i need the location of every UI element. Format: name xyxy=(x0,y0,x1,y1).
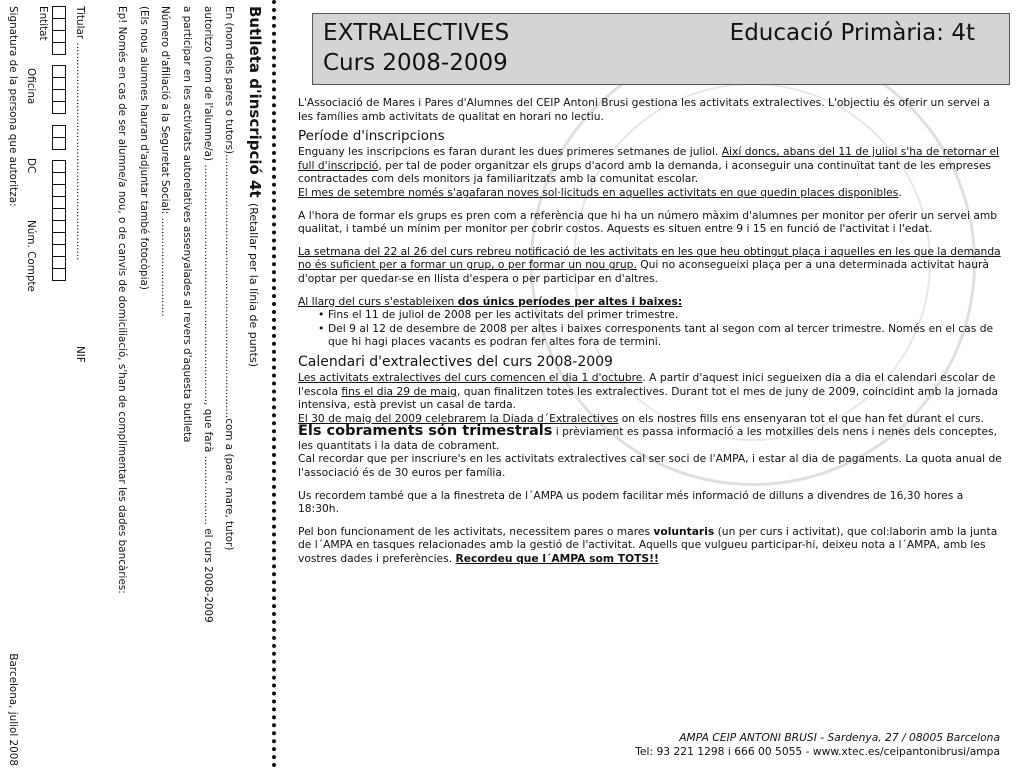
student-name-line: autoritzo (nom de l'alumne/a) ........................................................................, que farà ..................... el curs 2008-2009 xyxy=(202,6,214,623)
periods-paragraph xyxy=(298,295,1004,309)
volunteers-text: voluntaris xyxy=(653,524,715,538)
entitat-label: Entitat xyxy=(37,6,49,41)
footer-address: AMPA CEIP ANTONI BRUSI - Sardenya, 27 / 08005 Barcelona xyxy=(679,731,1000,744)
dc-label: DC xyxy=(25,158,37,174)
group-size-paragraph: A l'hora de formar els grups es pren com a referència que hi ha un número màxim d'alumnes per monitor per oferir un servei amb qualitat, i també un mínim per monitor per cobrir costos. Aquests es situen entre 9 i 15 en funció de l'activitat i l'edat. xyxy=(298,208,998,236)
footer-contact xyxy=(635,731,1000,759)
periods-text: dos únics períodes per altes i baixes: xyxy=(457,294,683,308)
coupon-title: Butlleta d'inscripció 4t (Retallar per la línia de punts) xyxy=(246,6,264,367)
periods-list xyxy=(298,308,1004,349)
bank-labels-row xyxy=(35,6,50,41)
notification-paragraph xyxy=(298,245,1004,286)
calendar-paragraph xyxy=(298,371,1004,425)
bank-data-note: Ep! Només en cas de ser alumne/a nou, o de canvis de domiciliació, s'han de complimentar les dades bancàries: xyxy=(116,6,128,594)
registration-period-heading: Període d'inscripcions xyxy=(298,128,445,145)
list-item: • Del 9 al 12 de desembre de 2008 per altes i baixes corresponents tant al segon com al tercer trimestre. Només en el cas de que hi hagi places vacants es podran fer altes fora de termini. xyxy=(318,322,1004,349)
titular-box-2[interactable] xyxy=(47,65,66,113)
signature-label: Signatura de la persona que autoritza: xyxy=(7,6,19,207)
social-security-line: Número d'afiliació a la Seguretat Social: .............................. xyxy=(159,6,171,317)
education-level: Educació Primària: 4t xyxy=(729,20,975,46)
parent-name-line: En (nom dels pares o tutors)................................................................................com a (pare, mare, tutor) xyxy=(223,6,235,551)
text-span: . xyxy=(898,185,902,199)
photocopy-note: (Els nous alumnes hauran d'adjuntar també fotocòpia) xyxy=(138,6,150,290)
titular-box-3[interactable] xyxy=(47,125,66,149)
authorization-line: a participar en les activitats autorelatives assenyalades al revers d'aquesta butlleta xyxy=(181,6,193,443)
titular-dots: .................................................................. xyxy=(74,42,86,261)
september-note: El mes de setembre només s'agafaran noves sol·licituds en aquelles activitats en que quedin places disponibles xyxy=(298,185,899,199)
text-span: Enguany les inscripcions es faran durant les dues primeres setmanes de juliol. xyxy=(298,145,722,159)
registration-paragraph xyxy=(298,145,1004,199)
office-hours-paragraph: Us recordem també que a la finestreta de l´AMPA us podem facilitar més informació de dilluns a divendres de 16,30 hores a 18:30h. xyxy=(298,488,964,516)
titular-row xyxy=(72,6,87,260)
membership-text: Cal recordar que per inscriure's en les activitats extralectives cal ser soci de l'AMPA, i estar al dia de pagaments. La quota anual de l'associació és de 30 euros per família. xyxy=(298,452,1002,480)
page-title: EXTRALECTIVES xyxy=(323,20,510,46)
compte-label: Núm. Compte xyxy=(25,220,37,292)
text-span: , per tal de poder organitzar els grups d'acord amb la demanda, i aconseguir una continuïtat tant de les empreses contractades com dels monitors ja familiaritzats amb la comunitat escolar. xyxy=(298,158,991,186)
coupon-date: Barcelona, juliol 2008 xyxy=(7,653,19,766)
text-span: (un per curs i activitat), que col:laborin amb la junta de l´AMPA en tasques relacionades amb la gestió de l'activitat. Aquells que vulgueu participar-hi, deixeu nota a l´AMPA, amb les vostres dades i preferències. xyxy=(298,524,998,566)
titular-label: Titular xyxy=(74,6,86,40)
list-item: • Fins el 11 de juliol de 2008 per les activitats del primer trimestre. xyxy=(318,308,1004,322)
text-span: Pel bon funcionament de les activitats, necessitem pares o mares xyxy=(298,524,654,538)
titular-boxes xyxy=(47,6,66,280)
deadline-text: Així doncs, abans del 11 de juliol s'ha de retornar el full d'inscripció xyxy=(298,145,1000,172)
info-content xyxy=(298,96,1004,566)
text-span: Al llarg del curs s'estableixen xyxy=(298,294,458,308)
text-span: Qui no aconsegueixi plaça per a una determinada activitat haurà d'optar per quedar-se en llista d'espera o per participar en d'altres. xyxy=(298,258,989,285)
cut-line-divider xyxy=(272,0,276,768)
notification-text: La setmana del 22 al 26 del curs rebreu notificació de les activitats en les que heu obtingut plaça i aquelles en les que la demanda no és suficient per a formar un grup, o per formar un nou grup. xyxy=(298,244,1001,272)
text-span: . A partir d'aquest inici segueixen dia a dia el calendari escolar de l'escola xyxy=(298,370,996,398)
calendar-heading: Calendari d'extralectives del curs 2008-2009 xyxy=(298,353,613,370)
start-date-text: Les activitats extralectives del curs comencen el dia 1 d'octubre xyxy=(298,370,643,384)
diada-text: El 30 de maig del 2009 celebrarem la Diada d´Extralectives xyxy=(298,411,619,425)
text-span: , quan finalitzen totes les extralectives. Durant tot el mes de juny de 2009, coincidint amb la jornada intensiva, està previst un casal de tarda. xyxy=(298,384,999,412)
text-span: i prèviament es passa informació a les motxilles dels nens i nenes dels conceptes, les quantitats i la data de cobrament. xyxy=(298,425,998,452)
text-span: on els nostres fills ens ensenyaran tot el que han fet durant el curs. xyxy=(618,411,984,425)
header-banner xyxy=(312,13,1010,85)
footer-phone-web: Tel: 93 221 1298 i 666 00 5055 - www.xtec.es/ceipantonibrusi/ampa xyxy=(635,745,1000,758)
inscription-coupon xyxy=(0,0,272,768)
volunteers-paragraph xyxy=(298,525,1004,566)
nif-label: NIF xyxy=(74,346,86,363)
titular-box-4[interactable] xyxy=(47,160,66,280)
payments-heading: Els cobraments són trimestrals xyxy=(298,423,553,440)
coupon-title-note: (Retallar per la línia de punts) xyxy=(247,202,260,367)
end-date-text: fins el dia 29 de maig xyxy=(341,384,457,398)
oficina-label: Oficina xyxy=(25,68,37,105)
slogan-text: Recordeu que l´AMPA som TOTS!! xyxy=(455,552,659,566)
school-year: Curs 2008-2009 xyxy=(323,50,508,76)
payments-paragraph xyxy=(298,425,1004,479)
intro-paragraph: L'Associació de Mares i Pares d'Alumnes del CEIP Antoni Brusi gestiona les activitats extralectives. L'objectiu és oferir un servei a les famílies amb activitats de qualitat en horari no lectiu. xyxy=(298,96,990,123)
